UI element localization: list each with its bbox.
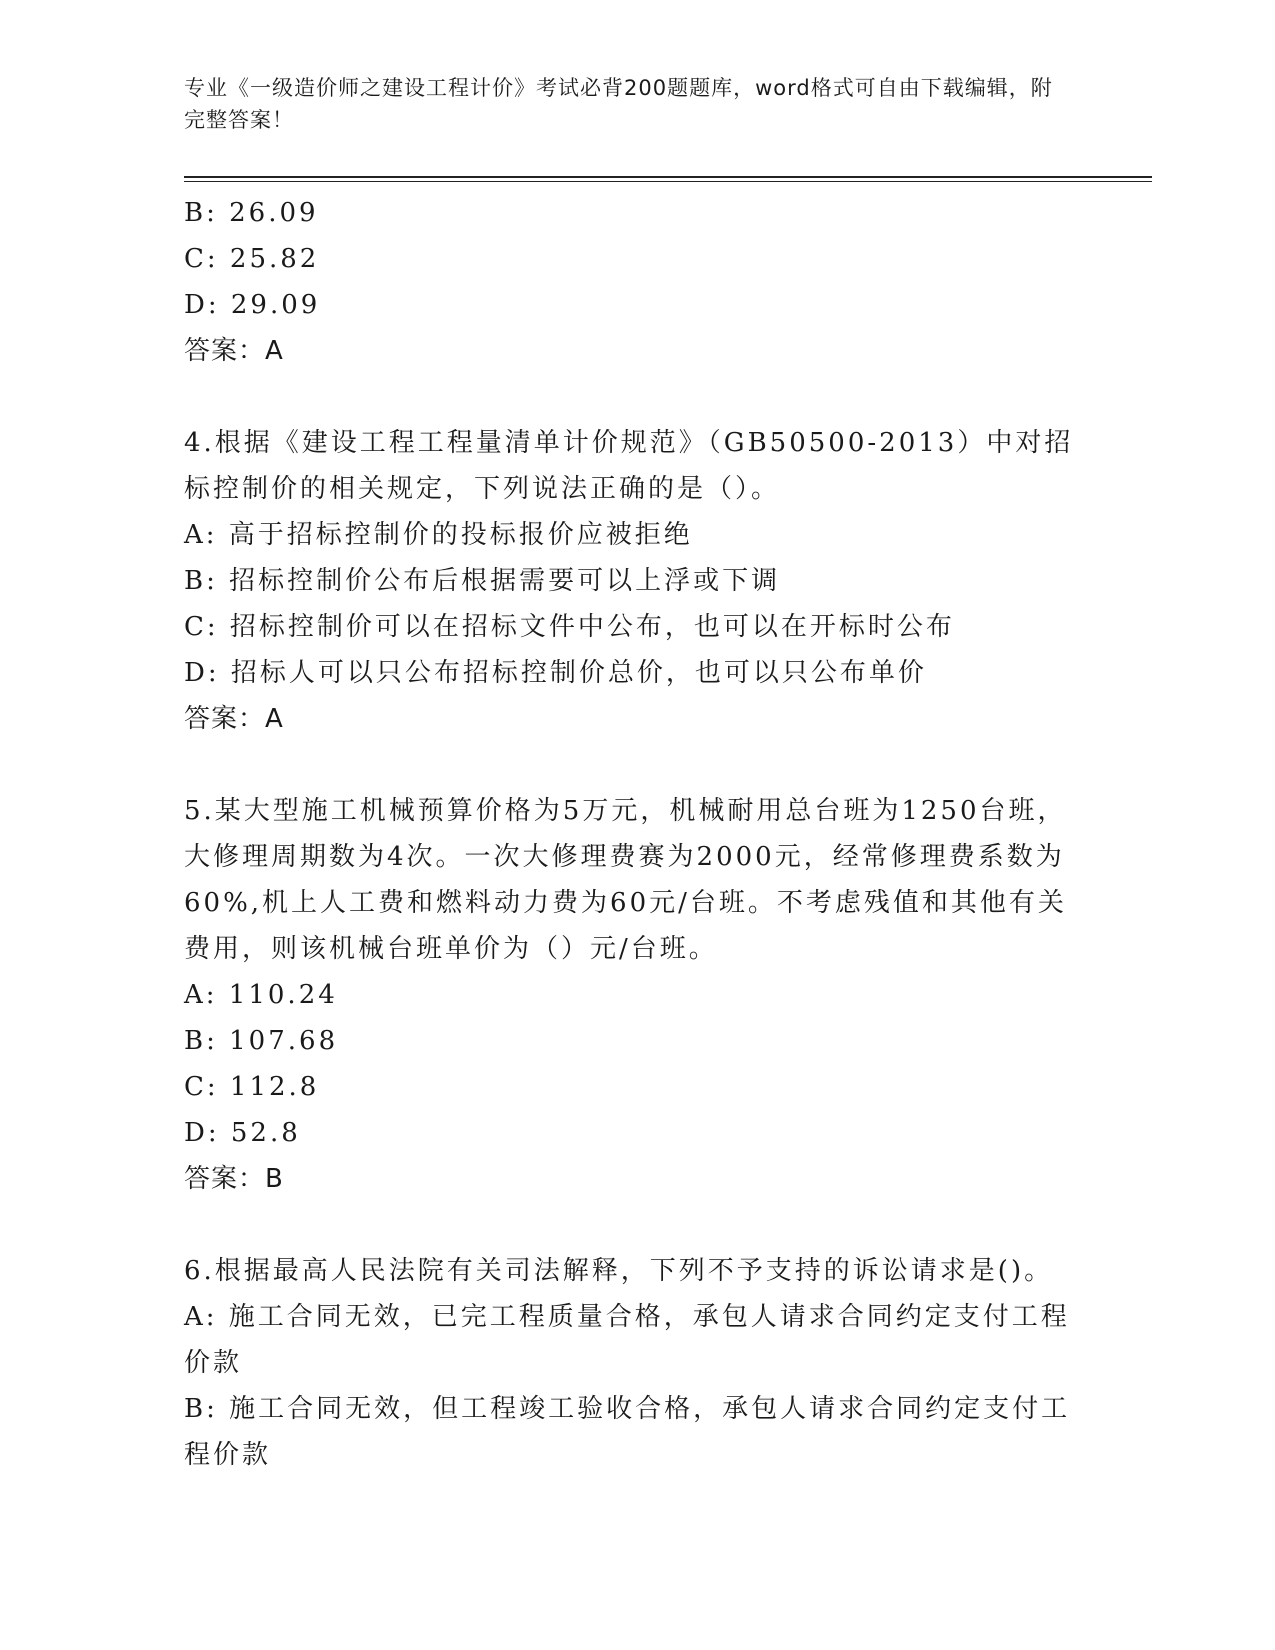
question-title: 6.根据最高人民法院有关司法解释，下列不予支持的诉讼请求是()。	[184, 1256, 1054, 1286]
option-c: C: 25.82	[184, 244, 320, 274]
prev-question-block	[184, 190, 1084, 374]
spacer	[184, 1202, 1084, 1248]
spacer	[184, 742, 1084, 788]
question-5	[184, 788, 1084, 1202]
option-b: B: 招标控制价公布后根据需要可以上浮或下调	[184, 566, 781, 596]
spacer	[184, 374, 1084, 420]
question-4	[184, 420, 1084, 742]
page-header: 专业《一级造价师之建设工程计价》考试必背200题题库，word格式可自由下载编辑，附完整答案！	[184, 76, 1053, 132]
option-d: D: 29.09	[184, 290, 321, 320]
option-d: D: 招标人可以只公布招标控制价总价，也可以只公布单价	[184, 658, 927, 688]
question-6	[184, 1248, 1084, 1478]
option-d: D: 52.8	[184, 1118, 301, 1148]
question-content	[184, 190, 1084, 1478]
question-title: 5.某大型施工机械预算价格为5万元，机械耐用总台班为1250台班，大修理周期数为4次。一次大修理费赛为2000元，经常修理费系数为60%,机上人工费和燃料动力费为60元/台班。不考虑残值和其他有关费用，则该机械台班单价为（）元/台班。	[184, 796, 1067, 964]
option-a: A: 高于招标控制价的投标报价应被拒绝	[184, 520, 693, 550]
header-rule-thin	[184, 181, 1152, 182]
answer-label: 答案：A	[184, 704, 284, 734]
option-a: A: 施工合同无效，已完工程质量合格，承包人请求合同约定支付工程价款	[184, 1302, 1070, 1378]
question-title: 4.根据《建设工程工程量清单计价规范》（GB50500-2013）中对招标控制价的相关规定，下列说法正确的是（）。	[184, 428, 1074, 504]
answer-label: 答案：A	[184, 336, 284, 366]
option-b: B: 107.68	[184, 1026, 339, 1056]
answer-label: 答案：B	[184, 1164, 284, 1194]
option-c: C: 112.8	[184, 1072, 320, 1102]
header-rule-thick	[184, 176, 1152, 178]
option-b: B: 施工合同无效，但工程竣工验收合格，承包人请求合同约定支付工程价款	[184, 1394, 1071, 1470]
option-b: B: 26.09	[184, 198, 319, 228]
option-c: C: 招标控制价可以在招标文件中公布，也可以在开标时公布	[184, 612, 955, 642]
option-a: A: 110.24	[184, 980, 338, 1010]
